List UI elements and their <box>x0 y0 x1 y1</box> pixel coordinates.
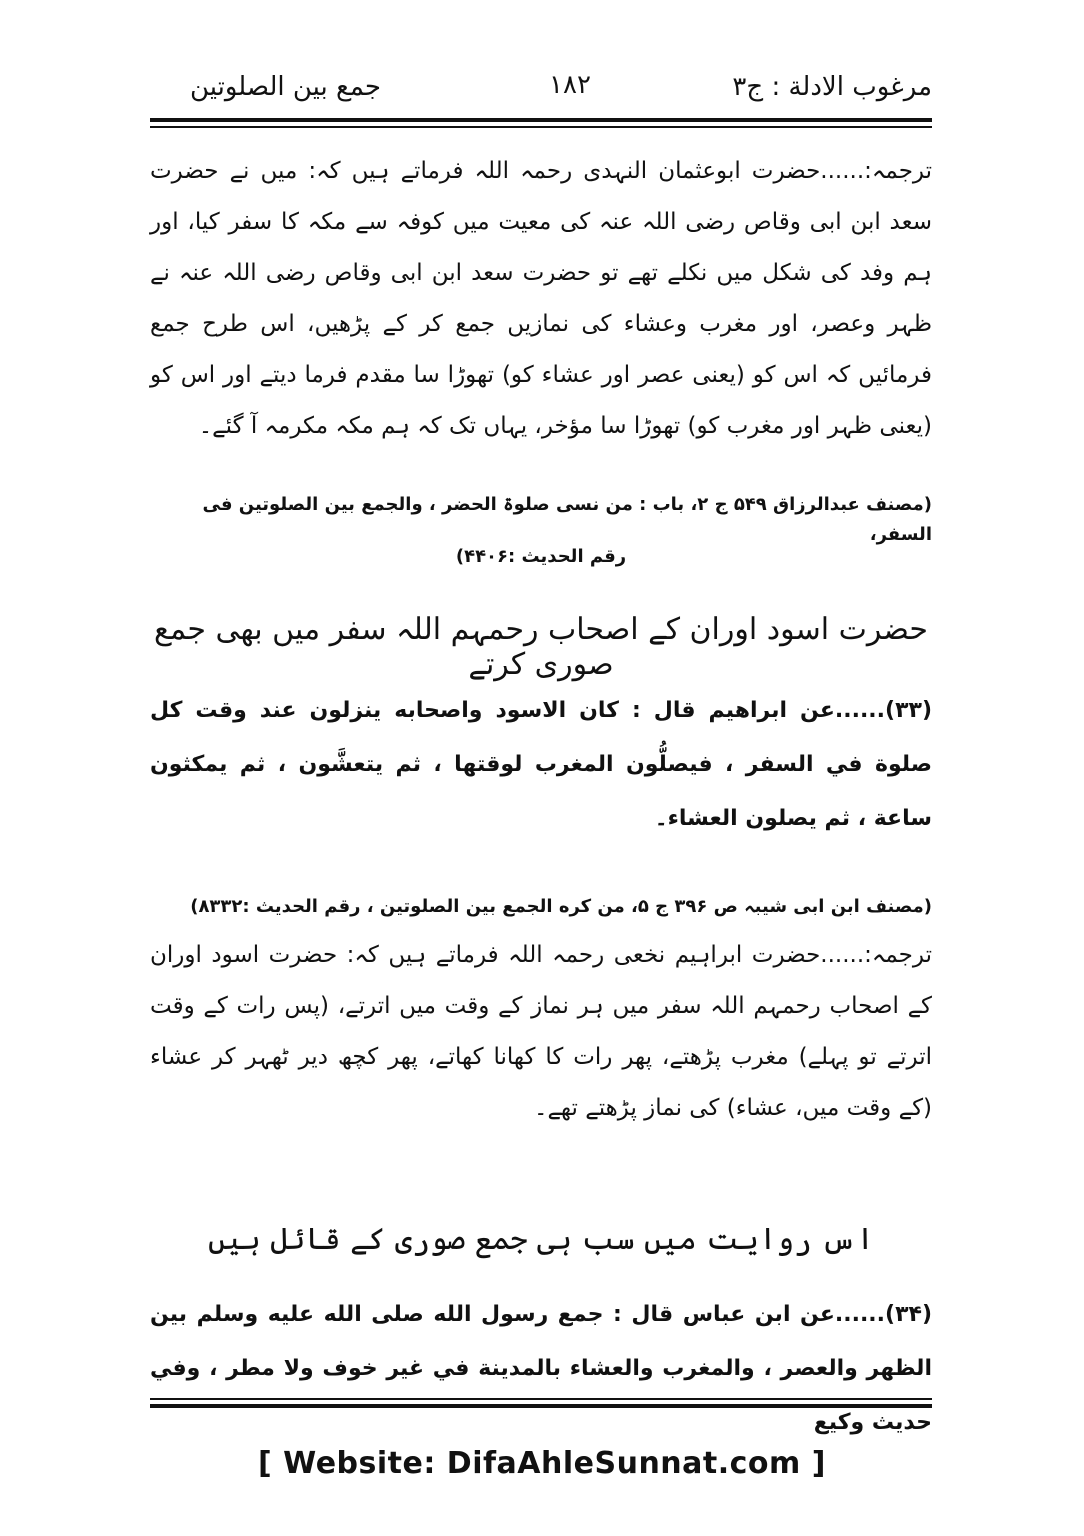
section-heading-1: حضرت اسود اوران کے اصحاب رحمہم اللہ سفر میں بھی جمع صوری کرتے <box>154 612 928 682</box>
page-number: ۱۸۲ <box>549 70 591 100</box>
reference-1-line-1: (مصنف عبدالرزاق ۵۴۹ ج ۲، باب : من نسی صلوۃ الحضر ، والجمع بین الصلوتین فی السفر، <box>202 494 932 545</box>
footer-rule-thin <box>150 1398 932 1400</box>
reference-2: (مصنف ابن ابی شیبہ ص ۳۹۶ ج ۵، من كره الجمع بين الصلوتين ، رقم الحديث :۸۳۳۲) <box>190 896 932 917</box>
chapter-title: جمع بین الصلوتین <box>190 72 381 102</box>
book-title: مرغوب الادلة : ج۳ <box>732 72 932 102</box>
page-header <box>150 62 932 112</box>
hadith-34: (۳۴)......عن ابن عباس قال : جمع رسول الله صلى الله عليه وسلم بين الظهر والعصر ، والمغرب والعشاء بالمدينة في غير خوف ولا مطر ، وفي حديث وكيع <box>150 1302 932 1435</box>
section-heading-2: اس روایت میں سب ہی جمع صوری کے قائل ہیں <box>208 1222 874 1257</box>
reference-1-line-2: رقم الحدیث :۴۴۰۶) <box>455 546 627 567</box>
website-banner: [ Website: DifaAhleSunnat.com ] <box>258 1446 826 1481</box>
hadith-33: (۳۳)......عن ابراهيم قال : كان الاسود واصحابه ينزلون عند وقت كل صلوة في السفر ، فيصلُّون المغرب لوقتها ، ثم يتعشَّون ، ثم يمكثون ساعة ، ثم يصلون العشاء۔ <box>150 698 932 831</box>
translation-paragraph-1: ترجمہ:......حضرت ابوعثمان النہدی رحمہ اللہ فرماتے ہیں کہ: میں نے حضرت سعد ابن ابی وقاص رضی اللہ عنہ کی معیت میں کوفہ سے مکہ کا سفر کیا، اور ہم وفد کی شکل میں نکلے تھے تو حضرت سعد ابن ابی وقاص رضی اللہ عنہ نے ظہر وعصر، اور مغرب وعشاء کی نمازیں جمع کر کے پڑھیں، اس طرح جمع فرمائیں کہ اس کو (یعنی عصر اور عشاء کو) تھوڑا سا مقدم فرما دیتے اور اس کو (یعنی ظہر اور مغرب کو) تھوڑا سا مؤخر، یہاں تک کہ ہم مکہ مکرمہ آ گئے۔ <box>150 158 932 439</box>
header-rule-thin <box>150 126 932 128</box>
header-rule-thick <box>150 118 932 122</box>
footer-rule-thick <box>150 1404 932 1408</box>
translation-paragraph-2: ترجمہ:......حضرت ابراہیم نخعی رحمہ اللہ فرماتے ہیں کہ: حضرت اسود اوران کے اصحاب رحمہم اللہ سفر میں ہر نماز کے وقت میں اترتے، (پس رات کے وقت اترتے تو پہلے) مغرب پڑھتے، پھر رات کا کھانا کھاتے، پھر کچھ دیر ٹھہر کر عشاء (کے وقت میں، عشاء) کی نماز پڑھتے تھے۔ <box>150 942 932 1121</box>
